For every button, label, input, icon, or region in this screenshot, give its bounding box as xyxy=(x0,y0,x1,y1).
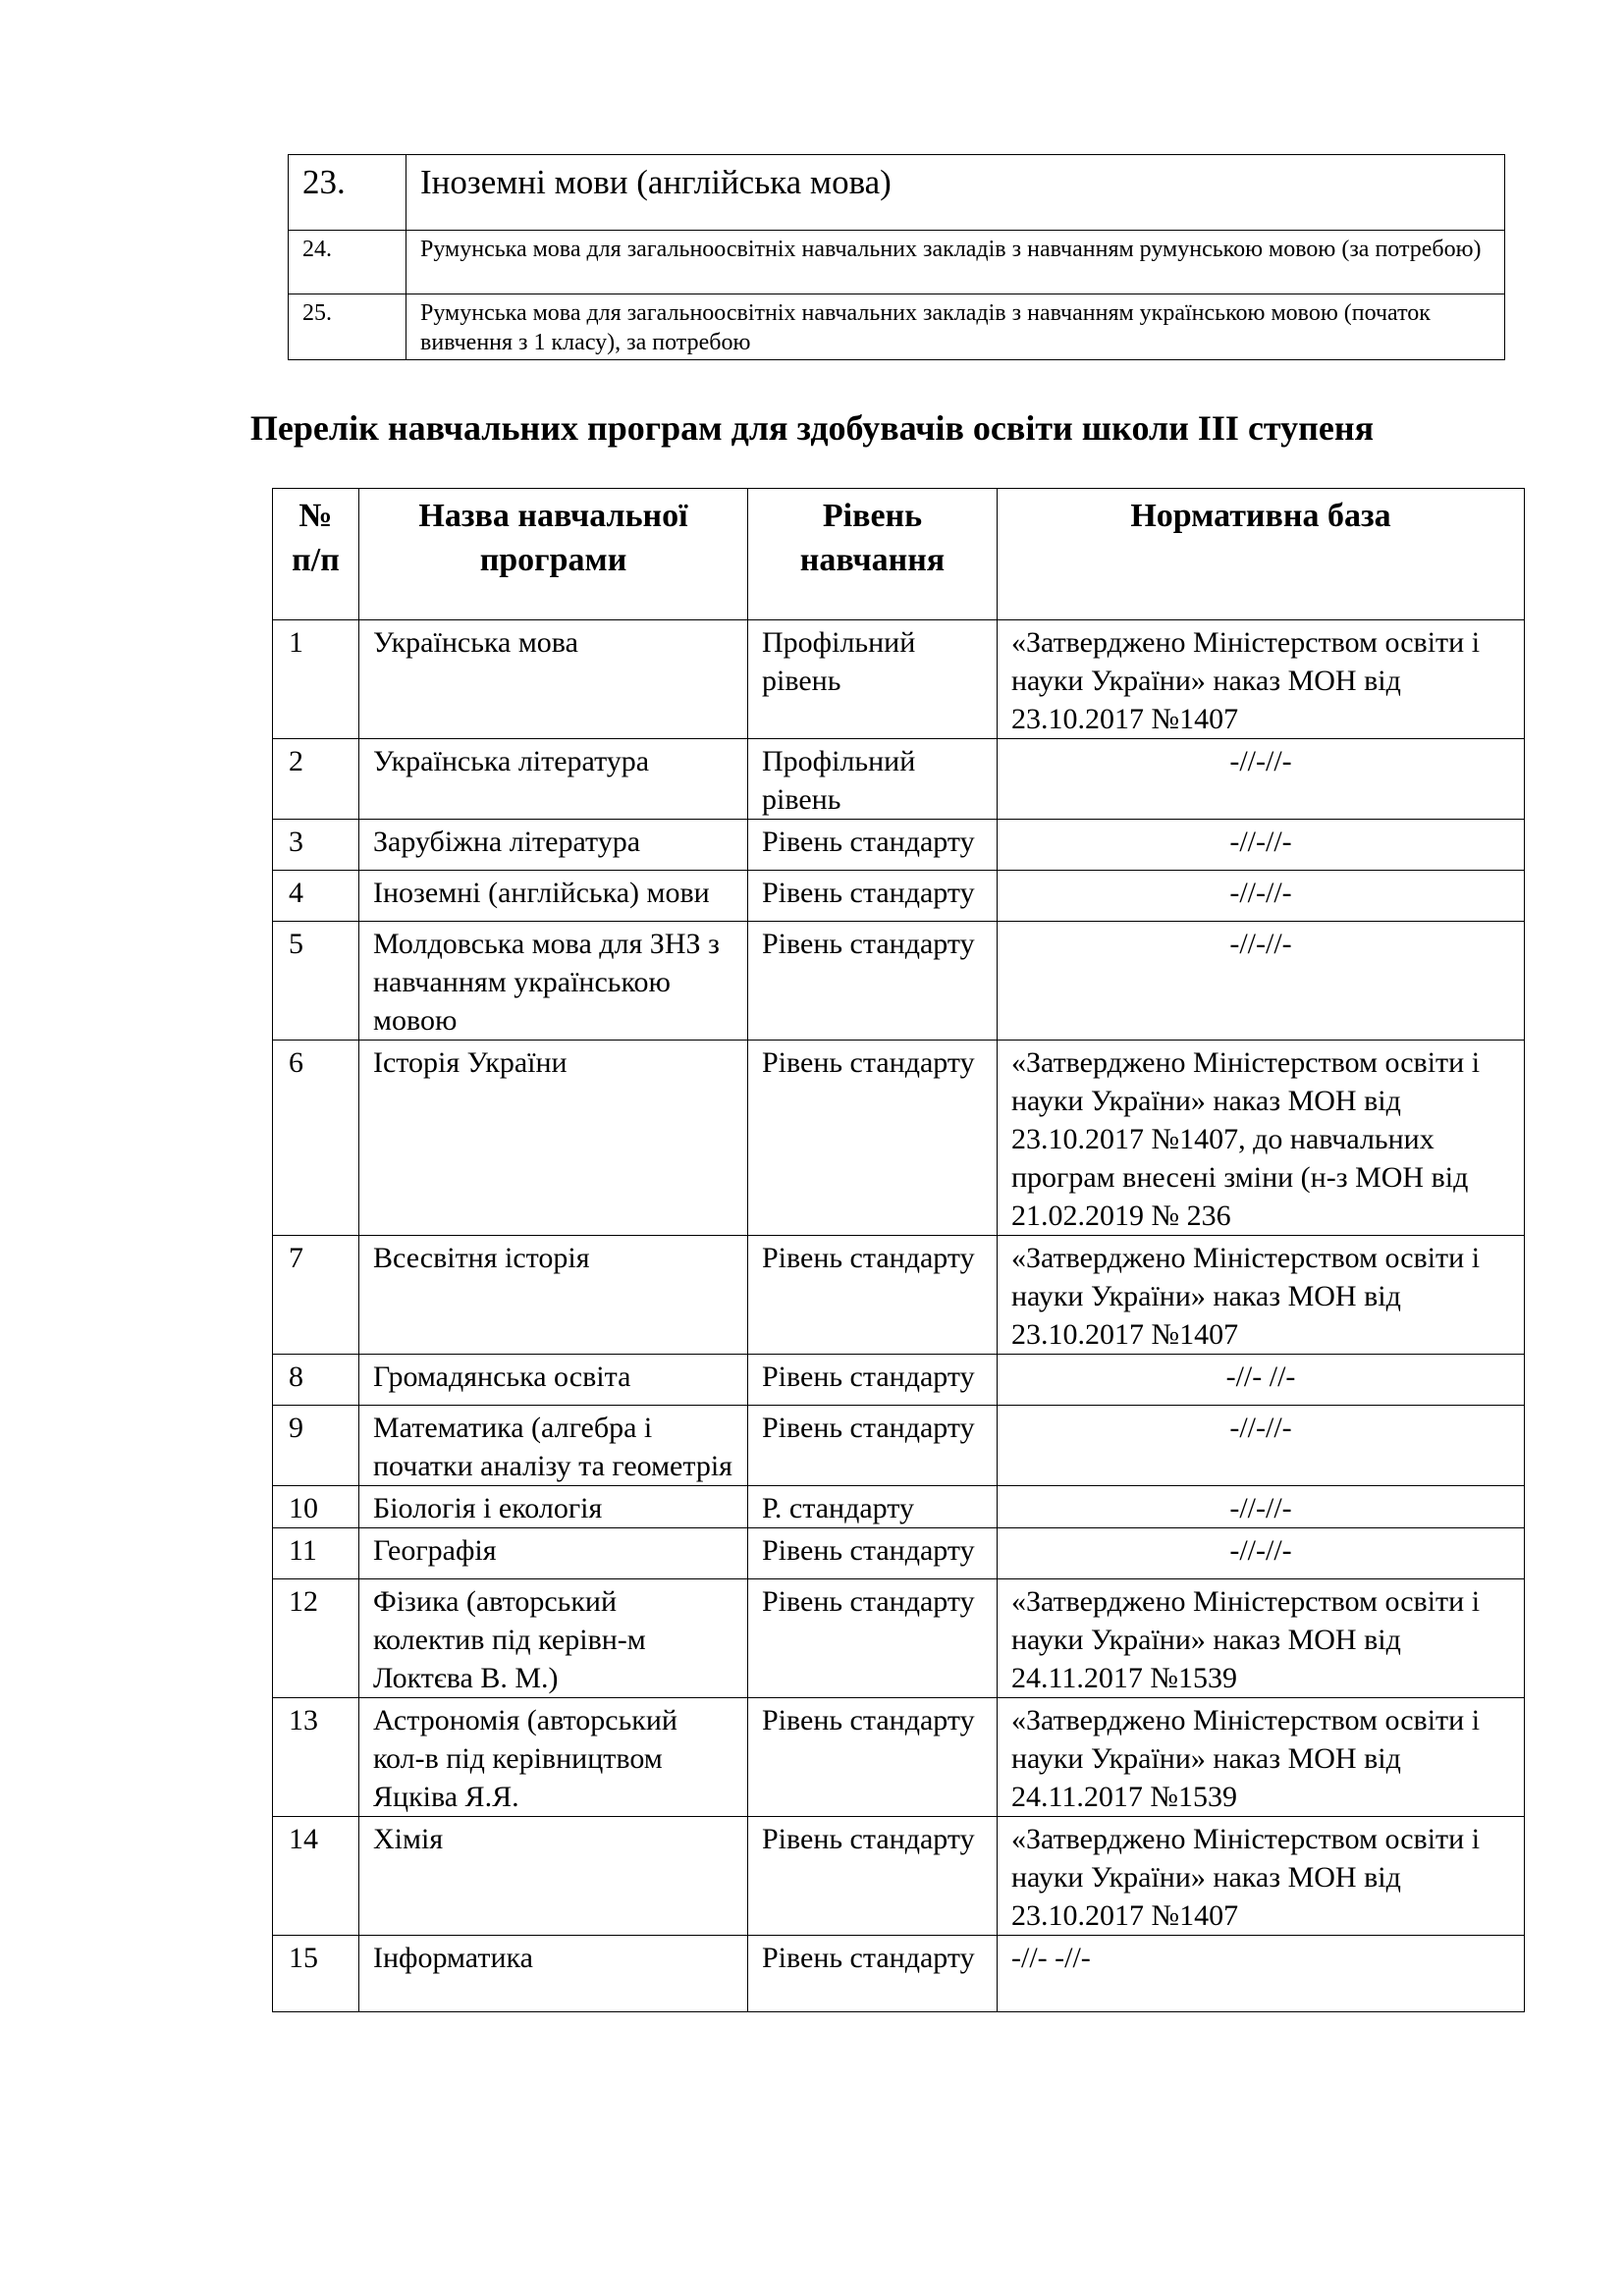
table-row xyxy=(273,620,1525,739)
program-name: Українська література xyxy=(359,739,748,820)
normative-basis: -//-//- xyxy=(998,739,1525,820)
top-table-row xyxy=(289,231,1505,294)
table-row xyxy=(273,1236,1525,1355)
normative-basis: -//-//- xyxy=(998,871,1525,922)
row-number: 23. xyxy=(289,155,406,231)
top-table-row xyxy=(289,294,1505,360)
header-number: № п/п xyxy=(273,489,359,620)
row-number: 9 xyxy=(273,1406,359,1486)
program-name: Географія xyxy=(359,1528,748,1579)
program-name: Історія України xyxy=(359,1041,748,1236)
normative-basis: «Затверджено Міністерством освіти і науки України» наказ МОН від 23.10.2017 №1407 xyxy=(998,1817,1525,1936)
table-row xyxy=(273,1041,1525,1236)
study-level: Рівень стандарту xyxy=(748,1528,998,1579)
study-level: Р. стандарту xyxy=(748,1486,998,1528)
programs-table xyxy=(272,488,1525,2012)
row-number: 15 xyxy=(273,1936,359,2012)
table-row xyxy=(273,1486,1525,1528)
table-row xyxy=(273,1698,1525,1817)
program-name: Астрономія (авторський кол-в під керівництвом Яцківа Я.Я. xyxy=(359,1698,748,1817)
row-number: 8 xyxy=(273,1355,359,1406)
program-name: Українська мова xyxy=(359,620,748,739)
program-name: Молдовська мова для ЗНЗ з навчанням українською мовою xyxy=(359,922,748,1041)
section-heading: Перелік навчальних програм для здобувачів освіти школи ІІІ ступеня xyxy=(249,408,1375,448)
program-name: Хімія xyxy=(359,1817,748,1936)
program-name: Математика (алгебра і початки аналізу та геометрія xyxy=(359,1406,748,1486)
row-number: 3 xyxy=(273,820,359,871)
top-table-row xyxy=(289,155,1505,231)
row-number: 6 xyxy=(273,1041,359,1236)
row-number: 11 xyxy=(273,1528,359,1579)
study-level: Рівень стандарту xyxy=(748,1936,998,2012)
normative-basis: -//-//- xyxy=(998,820,1525,871)
row-number: 7 xyxy=(273,1236,359,1355)
study-level: Рівень стандарту xyxy=(748,922,998,1041)
study-level: Рівень стандарту xyxy=(748,871,998,922)
study-level: Рівень стандарту xyxy=(748,1698,998,1817)
program-name: Зарубіжна література xyxy=(359,820,748,871)
header-normative-basis: Нормативна база xyxy=(998,489,1525,620)
normative-basis: «Затверджено Міністерством освіти і науки України» наказ МОН від 23.10.2017 №1407, до навчальних програм внесені зміни (н-з МОН від 21.02.2019 № 236 xyxy=(998,1041,1525,1236)
row-number: 5 xyxy=(273,922,359,1041)
table-row xyxy=(273,871,1525,922)
normative-basis: -//- //- xyxy=(998,1355,1525,1406)
top-table xyxy=(288,154,1505,360)
study-level: Рівень стандарту xyxy=(748,1236,998,1355)
row-number: 24. xyxy=(289,231,406,294)
header-level: Рівень навчання xyxy=(748,489,998,620)
header-program-name: Назва навчальної програми xyxy=(359,489,748,620)
program-name: Громадянська освіта xyxy=(359,1355,748,1406)
table-row xyxy=(273,1355,1525,1406)
row-number: 13 xyxy=(273,1698,359,1817)
row-number: 1 xyxy=(273,620,359,739)
normative-basis: -//-//- xyxy=(998,1406,1525,1486)
study-level: Профільний рівень xyxy=(748,620,998,739)
programs-table-body xyxy=(273,620,1525,2012)
study-level: Рівень стандарту xyxy=(748,1355,998,1406)
study-level: Рівень стандарту xyxy=(748,1579,998,1698)
table-row xyxy=(273,922,1525,1041)
row-number: 4 xyxy=(273,871,359,922)
row-number: 14 xyxy=(273,1817,359,1936)
row-number: 10 xyxy=(273,1486,359,1528)
study-level: Профільний рівень xyxy=(748,739,998,820)
program-name: Фізика (авторський колектив під керівн-м Локтєва В. М.) xyxy=(359,1579,748,1698)
normative-basis: «Затверджено Міністерством освіти і науки України» наказ МОН від 23.10.2017 №1407 xyxy=(998,1236,1525,1355)
study-level: Рівень стандарту xyxy=(748,820,998,871)
study-level: Рівень стандарту xyxy=(748,1406,998,1486)
program-name: Всесвітня історія xyxy=(359,1236,748,1355)
row-number: 2 xyxy=(273,739,359,820)
table-row xyxy=(273,739,1525,820)
normative-basis: «Затверджено Міністерством освіти і науки України» наказ МОН від 24.11.2017 №1539 xyxy=(998,1579,1525,1698)
program-name: Іноземні (англійська) мови xyxy=(359,871,748,922)
row-number: 12 xyxy=(273,1579,359,1698)
table-header-row xyxy=(273,489,1525,620)
table-row xyxy=(273,1406,1525,1486)
table-row xyxy=(273,1528,1525,1579)
row-number: 25. xyxy=(289,294,406,360)
table-row xyxy=(273,1817,1525,1936)
table-row xyxy=(273,1936,1525,2012)
study-level: Рівень стандарту xyxy=(748,1817,998,1936)
program-name: Румунська мова для загальноосвітніх навчальних закладів з навчанням українською мовою (початок вивчення з 1 класу), за потребою xyxy=(406,294,1505,360)
program-name: Біологія і екологія xyxy=(359,1486,748,1528)
table-row xyxy=(273,1579,1525,1698)
normative-basis: -//- -//- xyxy=(998,1936,1525,2012)
program-name: Іноземні мови (англійська мова) xyxy=(406,155,1505,231)
normative-basis: «Затверджено Міністерством освіти і науки України» наказ МОН від 24.11.2017 №1539 xyxy=(998,1698,1525,1817)
normative-basis: -//-//- xyxy=(998,1486,1525,1528)
program-name: Румунська мова для загальноосвітніх навчальних закладів з навчанням румунською мовою (за потребою) xyxy=(406,231,1505,294)
program-name: Інформатика xyxy=(359,1936,748,2012)
normative-basis: «Затверджено Міністерством освіти і науки України» наказ МОН від 23.10.2017 №1407 xyxy=(998,620,1525,739)
normative-basis: -//-//- xyxy=(998,922,1525,1041)
study-level: Рівень стандарту xyxy=(748,1041,998,1236)
table-row xyxy=(273,820,1525,871)
normative-basis: -//-//- xyxy=(998,1528,1525,1579)
